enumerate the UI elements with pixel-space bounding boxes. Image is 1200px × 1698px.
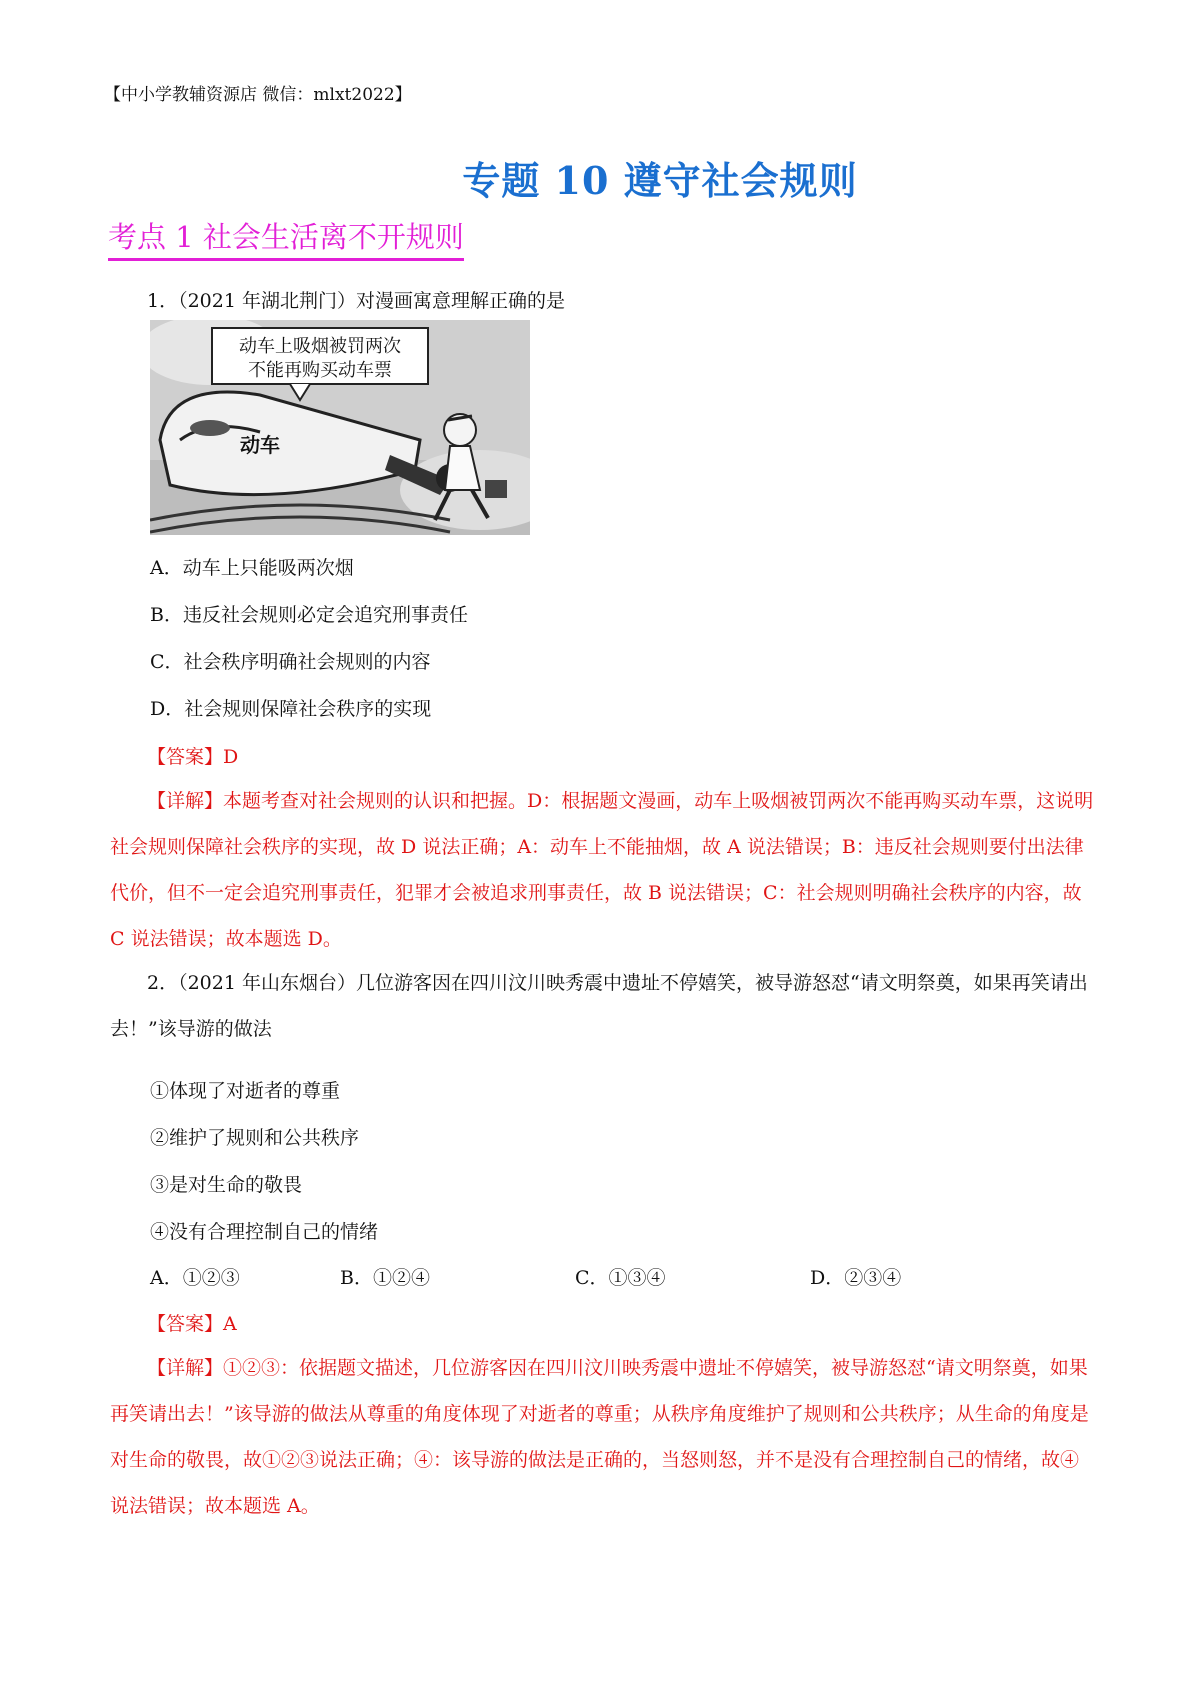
q2-option-d: D．②③④ (810, 1267, 902, 1289)
q1-option-c: C．社会秩序明确社会规则的内容 (150, 651, 431, 673)
q1-stem: 1．（2021 年湖北荆门）对漫画寓意理解正确的是 (147, 290, 565, 312)
q2-option-a: A．①②③ (150, 1267, 240, 1289)
q2-statement-2: ②维护了规则和公共秩序 (150, 1127, 360, 1149)
q2-stem-text: 2．（2021 年山东烟台）几位游客因在四川汶川映秀震中遗址不停嬉笑，被导游怒怼“请文明祭奠，如果再笑请出去！”该导游的做法 (110, 972, 1088, 1040)
q2-detail (110, 1345, 1095, 1529)
q2-detail-text: 【详解】①②③：依据题文描述，几位游客因在四川汶川映秀震中遗址不停嬉笑，被导游怒怼“请文明祭奠，如果再笑请出去！”该导游的做法从尊重的角度体现了对逝者的尊重；从秩序角度维护了规则和公共秩序；从生命的角度是对生命的敬畏，故①②③说法正确；④：该导游的做法是正确的，当怒则怒，并不是没有合理控制自己的情绪，故④说法错误；故本题选 A。 (110, 1357, 1089, 1517)
q2-statement-3: ③是对生命的敬畏 (150, 1174, 303, 1196)
q1-detail (110, 778, 1095, 962)
q1-option-d: D．社会规则保障社会秩序的实现 (150, 698, 432, 720)
page-title: 专题 10 遵守社会规则 (462, 158, 858, 203)
page-header: 【中小学教辅资源店 微信：mlxt2022】 (104, 85, 412, 105)
q2-option-b: B．①②④ (340, 1267, 430, 1289)
q2-statement-4: ④没有合理控制自己的情绪 (150, 1221, 379, 1243)
cartoon-caption-line1: 动车上吸烟被罚两次 (239, 336, 401, 357)
q2-statement-1: ①体现了对逝者的尊重 (150, 1080, 341, 1102)
q1-detail-text: 【详解】本题考查对社会规则的认识和把握。D：根据题文漫画，动车上吸烟被罚两次不能再购买动车票，这说明社会规则保障社会秩序的实现，故 D 说法正确；A：动车上不能抽烟，故 A 说法错误；B：违反社会规则要付出法律代价，但不一定会追究刑事责任，犯罪才会被追求刑事责任，故 B 说法错误；C：社会规则明确社会秩序的内容，故 C 说法错误；故本题选 D。 (110, 790, 1094, 950)
q2-stem (110, 960, 1095, 1052)
q1-answer: 【答案】D (147, 746, 239, 768)
section-heading: 考点 1 社会生活离不开规则 (108, 215, 464, 261)
q1-option-a: A．动车上只能吸两次烟 (150, 557, 354, 579)
q2-option-c: C．①③④ (575, 1267, 666, 1289)
cartoon-train-label: 动车 (240, 433, 280, 457)
q1-option-b: B．违反社会规则必定会追究刑事责任 (150, 604, 468, 626)
q2-answer: 【答案】A (147, 1313, 237, 1335)
cartoon-caption-line2: 不能再购买动车票 (248, 360, 392, 381)
cartoon-image (150, 320, 530, 535)
